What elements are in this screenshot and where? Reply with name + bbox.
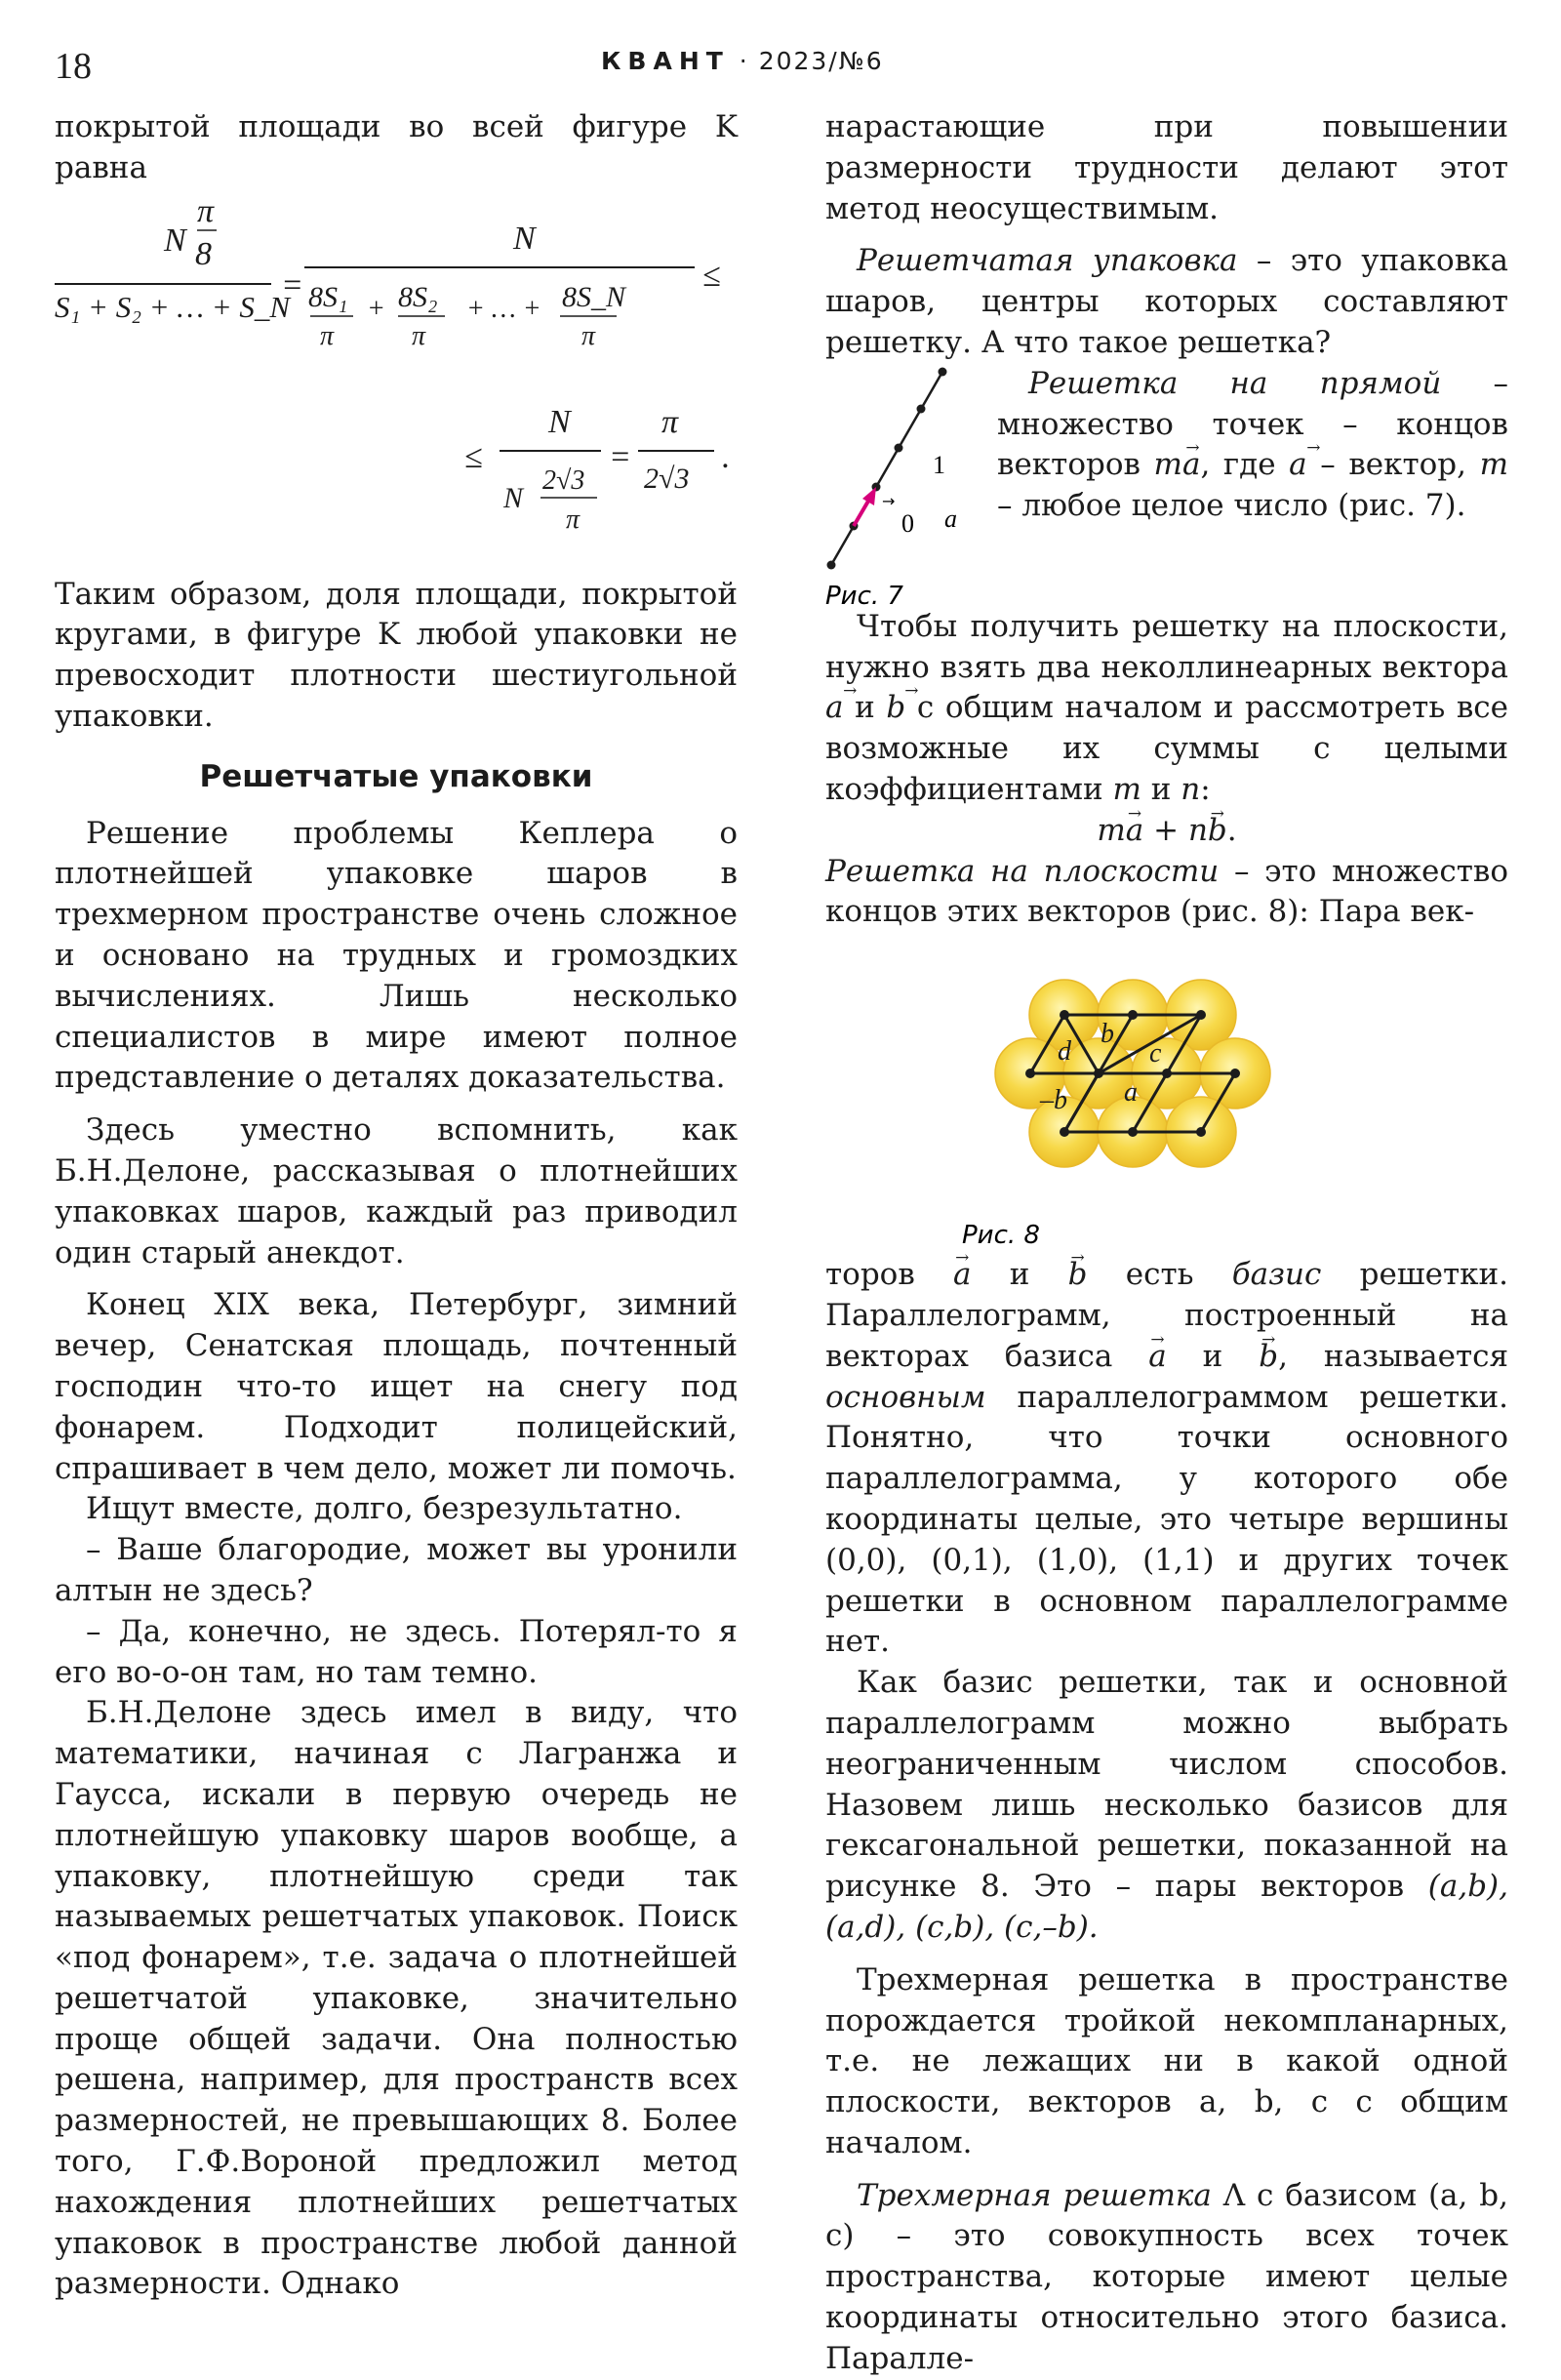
- section-heading: Решетчатые упаковки: [199, 758, 593, 794]
- text-fragment: .: [1226, 812, 1237, 848]
- definition-text: – это упаковка шаров, центры которых составляют решетку. А что такое решетка?: [825, 243, 1509, 360]
- text-fragment: и: [1141, 771, 1181, 807]
- formula-dots: + … +: [466, 293, 541, 324]
- term: основным: [825, 1379, 986, 1415]
- definition-text: – множество точек – концов векторов: [997, 365, 1508, 483]
- text-fragment: Чтобы получить решетку на плоскости, нужно взять два неколлинеарных вектора: [825, 608, 1508, 685]
- definition-lattice-packing: [825, 241, 1508, 363]
- figure-8-hexagonal-packing: [825, 933, 1508, 1255]
- text-fragment: , где: [1200, 447, 1290, 483]
- figure-8-caption: Рис. 8: [962, 1221, 1040, 1251]
- definition-line-lattice: [997, 364, 1508, 527]
- formula-fraction-bars: [55, 189, 738, 575]
- formula-n: N: [164, 222, 186, 259]
- formula-pi-2: π: [412, 320, 426, 351]
- figure-7-side-text: [997, 364, 1508, 527]
- vector-b: → b: [1208, 813, 1227, 848]
- lattice-combination-formula: [825, 811, 1508, 852]
- formula-leq-2: ≤: [464, 438, 483, 475]
- formula-term-n: 8S_N: [562, 280, 626, 313]
- label-b: b: [1101, 1019, 1114, 1050]
- right-column: [825, 107, 1508, 2380]
- formula-plus-1: +: [367, 293, 385, 324]
- formula-eight: 8: [195, 235, 212, 272]
- text-fragment: и: [1166, 1338, 1260, 1374]
- label-d: d: [1058, 1036, 1071, 1068]
- term: Трехмерная решетка: [857, 2177, 1212, 2213]
- lattice-point: [939, 367, 947, 376]
- figure-7: [825, 364, 1508, 613]
- var-m: m: [1479, 447, 1508, 483]
- formula-n3: N: [548, 403, 571, 440]
- var-n: n: [1187, 812, 1208, 848]
- text-fragment: решетки. Параллелограмм, построенный на векторах базиса: [825, 1257, 1508, 1374]
- text-fragment: есть: [1087, 1257, 1232, 1293]
- body-paragraph: Б.Н.Делоне здесь имел в виду, что математики, начиная с Лагранжа и Гаусса, искали в первую очередь не плотнейшую упаковку шаров вообще, а упаковку, плотнейшую среди так называемых решетчатых упаковок. Поиск «под фонарем», т.е. задача о плотнейшей решетчатой упаковке, значительно проще общей задачи. Она полностью решена, например, для пространств всех размерностей, не превышающих 8. Более того, Г.Ф.Вороной предложил метод нахождения плотнейших решетчатых упаковок в пространстве любой данной размерности. Однако: [55, 1695, 738, 2302]
- formula-term-1: 8S₁: [308, 280, 348, 313]
- formula-equals-2: =: [609, 438, 631, 475]
- basis-paragraph: [825, 1255, 1508, 1663]
- basis-pairs-list: (a,b), (a,d), (c,b), (c,–b).: [825, 1869, 1508, 1945]
- lattice-point: [895, 443, 903, 452]
- formula-period: .: [722, 438, 731, 475]
- label-zero: 0: [901, 508, 914, 538]
- text-fragment: – любое целое число (рис. 7).: [997, 488, 1466, 524]
- term: Решетка на плоскости: [825, 853, 1220, 889]
- formula-pi-3: π: [566, 504, 580, 535]
- density-formula: [55, 189, 738, 575]
- journal-running-title: [601, 47, 884, 75]
- text-fragment: и: [843, 690, 887, 726]
- body-paragraph: Конец XIX века, Петербург, зимний вечер, Сенатская площадь, почтенный господин что-то ищет на снегу под фонарем. Подходит полицейский, спрашивает в чем дело, может ли помочь.: [55, 1287, 738, 1486]
- vector-ma: → ma: [1154, 447, 1201, 482]
- body-paragraph: Здесь уместно вспомнить, как Б.Н.Делоне, рассказывая о плотнейших упаковках шаров, каждый раз приводил один старый анекдот.: [55, 1112, 738, 1271]
- vector-a: → a: [1148, 1339, 1166, 1374]
- var-m: m: [1097, 812, 1126, 848]
- formula-pi-4: π: [661, 403, 679, 440]
- dialogue-line: – Да, конечно, не здесь. Потерял-то я его во-о-он там, но там темно.: [55, 1613, 738, 1690]
- vector-b: → b: [1068, 1257, 1088, 1292]
- label-one: 1: [933, 450, 945, 479]
- definition-plane-lattice: [825, 852, 1508, 934]
- text-fragment: +: [1143, 812, 1188, 848]
- text-fragment: , называется: [1278, 1338, 1509, 1374]
- text-fragment: Как базис решетки, так и основной параллелограмм можно выбрать неограниченным числом способов. Назовем лишь несколько базисов для гексагональной решетки, показанной на рисунке 8. Это – пары векторов: [825, 1665, 1508, 1905]
- lattice-point: [917, 404, 926, 413]
- formula-equals: =: [281, 266, 303, 303]
- formula-denominator-sum: S₁ + S₂ + … + S_N: [55, 289, 291, 324]
- intro-paragraph: покрытой площади во всей фигуре K равна: [55, 109, 738, 185]
- plane-lattice-paragraph: [825, 607, 1508, 811]
- label-c: c: [1149, 1038, 1162, 1069]
- dialogue-line: – Ваше благородие, может вы уронили алтын не здесь?: [55, 1532, 738, 1608]
- text-fragment: с общим началом и рассмотреть все возможные их суммы с целыми коэффициентами: [825, 690, 1508, 807]
- vector-b: → b: [886, 690, 905, 725]
- var-n: n: [1181, 771, 1201, 807]
- formula-two-sqrt3-a: 2√3: [542, 464, 585, 496]
- page-number: 18: [55, 46, 92, 87]
- text-fragment: и: [971, 1257, 1068, 1293]
- vector-a: → a: [1289, 447, 1306, 482]
- term: Решетка на прямой: [1028, 365, 1442, 401]
- text-fragment: – вектор,: [1306, 447, 1480, 483]
- body-paragraph: нарастающие при повышении размерности трудности делают этот метод неосуществимым.: [825, 109, 1508, 226]
- three-d-lattice-paragraph: Трехмерная решетка в пространстве порождается тройкой некомпланарных, т.е. не лежащих ни в какой одной плоскости, векторов a, b, c с общим началом.: [825, 1961, 1508, 2160]
- vector-b: → b: [1259, 1339, 1278, 1374]
- term: Решетчатая упаковка: [857, 243, 1238, 279]
- definition-text: Λ с базисом (a, b, c) – это совокупность всех точек пространства, которые имеют целые координаты относительно этого базиса. Паралле-: [825, 2177, 1508, 2376]
- svg-text:→: →: [882, 491, 896, 510]
- term: базис: [1231, 1257, 1322, 1293]
- label-a: a: [1124, 1077, 1138, 1109]
- text-fragment: :: [1200, 771, 1211, 807]
- formula-two-sqrt3-b: 2√3: [644, 462, 690, 495]
- var-m: m: [1112, 771, 1141, 807]
- vector-a-arrow: [854, 498, 870, 526]
- figure-8: [825, 933, 1508, 1255]
- vector-a: → a: [1126, 813, 1143, 848]
- running-header: [55, 39, 1506, 98]
- formula-leq-1: ≤: [702, 257, 721, 294]
- formula-term-2: 8S₂: [398, 280, 438, 313]
- body-paragraph: Ищут вместе, долго, безрезультатно.: [86, 1491, 683, 1527]
- definition-text: – это множество концов этих векторов (рис. 8): Пара век-: [825, 853, 1509, 930]
- lattice-point: [827, 560, 836, 569]
- bases-paragraph: [825, 1663, 1508, 1949]
- vector-a: → a: [953, 1257, 971, 1292]
- text-fragment: параллелограммом решетки. Понятно, что точки основного параллелограмма, у которого обе координаты целые, это четыре вершины (0,0), (0,1), (1,0), (1,1) и других точек решетки в основном параллелограмме нет.: [825, 1379, 1508, 1660]
- formula-pi-n: π: [581, 320, 596, 351]
- magazine-name: КВАНТ: [601, 47, 730, 75]
- formula-pi: π: [197, 192, 215, 229]
- label-neg-b: –b: [1040, 1085, 1067, 1116]
- figure-7-caption: Рис. 7: [825, 581, 903, 611]
- conclusion-paragraph: Таким образом, доля площади, покрытой кругами, в фигуре K любой упаковки не превосходит плотности шестиугольной упаковки.: [55, 576, 738, 734]
- issue-number: 2023/№6: [758, 47, 884, 75]
- definition-3d-lattice: [825, 2176, 1508, 2380]
- left-column: [55, 107, 738, 2305]
- text-fragment: торов: [825, 1257, 954, 1293]
- body-paragraph: Решение проблемы Кеплера о плотнейшей упаковке шаров в трехмерном пространстве очень сложное и основано на трудных и громоздких вычислениях. Лишь несколько специалистов в мире имеют полное представление о деталях доказательства.: [55, 815, 738, 1096]
- formula-n4: N: [503, 481, 524, 514]
- formula-n2: N: [513, 220, 536, 257]
- label-vector-a: a: [944, 504, 957, 533]
- vector-a: → a: [825, 690, 843, 725]
- figure-7-line-lattice: [825, 364, 991, 613]
- formula-pi-1: π: [320, 320, 335, 351]
- header-separator: ·: [739, 47, 749, 75]
